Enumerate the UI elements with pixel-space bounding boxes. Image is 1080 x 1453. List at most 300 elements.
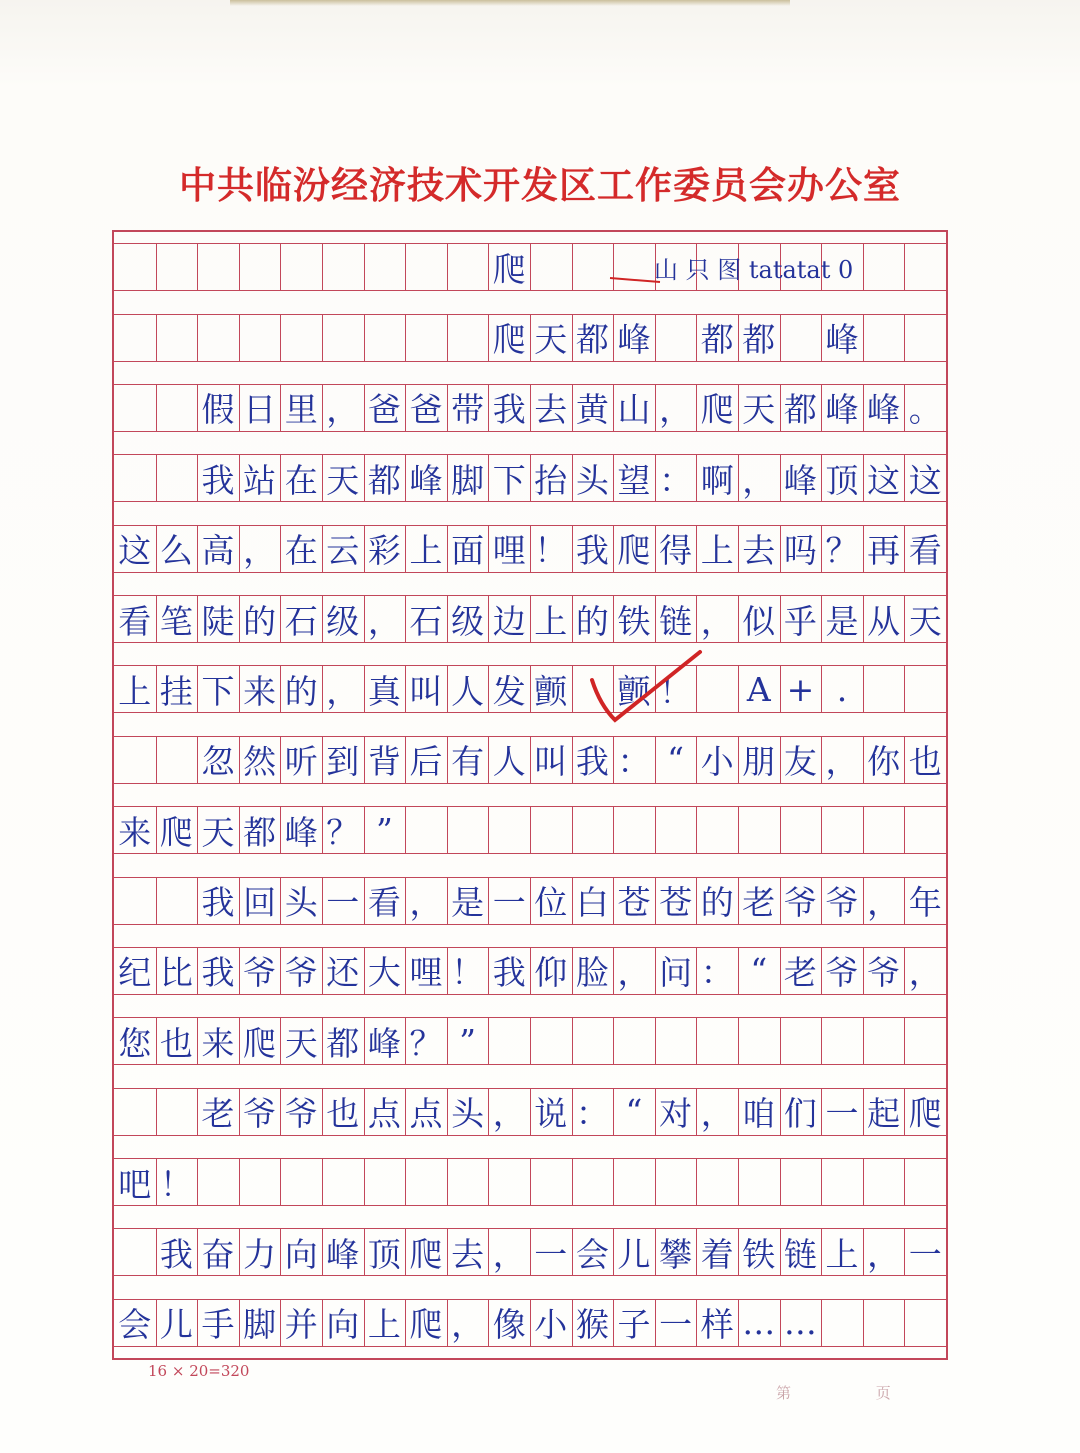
- grid-cell: [655, 455, 697, 501]
- handwritten-char: ：: [617, 742, 651, 782]
- grid-cell: [780, 385, 822, 431]
- grid-cell: [696, 455, 738, 501]
- grid-cell: [239, 1300, 281, 1346]
- handwritten-char: 攀: [659, 1234, 693, 1274]
- handwritten-char: 来: [201, 1023, 235, 1063]
- grid-cell: [821, 455, 863, 501]
- grid-cell: [863, 596, 905, 642]
- grid-cell: [197, 807, 239, 853]
- grid-cell: [364, 1089, 406, 1135]
- grid-cell: [447, 1300, 489, 1346]
- grid-cell: [530, 596, 572, 642]
- grid-cell: [197, 948, 239, 994]
- handwritten-char: ，: [492, 1094, 526, 1134]
- handwritten-char: 位: [534, 883, 568, 923]
- grid-cell: [530, 526, 572, 572]
- grid-cell: [322, 737, 364, 783]
- grid-cell: [572, 596, 614, 642]
- grid-cell: [780, 1300, 822, 1346]
- grid-cell: [696, 1229, 738, 1275]
- grid-cell: [280, 244, 322, 290]
- grid-cell: [780, 1089, 822, 1135]
- handwritten-char: 爸: [367, 390, 401, 430]
- grid-cell: [322, 1300, 364, 1346]
- grid-cell: [280, 1089, 322, 1135]
- handwritten-char: 高: [201, 531, 235, 571]
- handwritten-char: ，: [825, 742, 859, 782]
- handwritten-char: 回: [243, 883, 277, 923]
- grid-cell: [863, 737, 905, 783]
- grid-cell: [364, 385, 406, 431]
- handwritten-char: ”: [375, 810, 393, 850]
- handwritten-char: 再: [867, 531, 901, 571]
- handwritten-char: 一: [659, 1305, 693, 1345]
- handwritten-char: 我: [159, 1234, 193, 1274]
- composition-grid: [112, 230, 948, 1360]
- grid-cell: [447, 244, 489, 290]
- grid-cell: [114, 666, 156, 712]
- grid-cell: [904, 1229, 946, 1275]
- handwritten-char: 哩: [409, 953, 443, 993]
- grid-cell: [530, 1089, 572, 1135]
- handwritten-char: 爷: [867, 953, 901, 993]
- grid-cell: [613, 455, 655, 501]
- handwritten-char: 爷: [783, 883, 817, 923]
- grid-cell: [780, 948, 822, 994]
- grid-cell: [322, 315, 364, 361]
- grid-cell: [904, 1089, 946, 1135]
- handwritten-char: 点: [409, 1094, 443, 1134]
- grid-cell: [322, 526, 364, 572]
- handwritten-char: 峰: [617, 320, 651, 360]
- grid-cell: [322, 1159, 364, 1205]
- grid-cell: [280, 807, 322, 853]
- grid-cell: [364, 526, 406, 572]
- handwritten-char: 像: [492, 1305, 526, 1345]
- grid-cell: [322, 807, 364, 853]
- grid-cell: [322, 1018, 364, 1064]
- handwritten-char: 天: [534, 320, 568, 360]
- grid-cell: [447, 1229, 489, 1275]
- grid-cell: [530, 666, 572, 712]
- grid-cell: [447, 878, 489, 924]
- grid-cell: [197, 878, 239, 924]
- grid-cell: [488, 666, 530, 712]
- handwritten-char: 爬: [159, 812, 193, 852]
- grid-cell: [655, 1018, 697, 1064]
- grid-cell: [156, 1300, 198, 1346]
- grid-cell: [114, 526, 156, 572]
- grid-cell: [572, 1159, 614, 1205]
- grid-cell: [530, 737, 572, 783]
- handwritten-char: 您: [118, 1023, 152, 1063]
- handwritten-char: 边: [492, 601, 526, 641]
- grid-cell: [280, 596, 322, 642]
- handwritten-char: 也: [908, 742, 942, 782]
- grid-cell: [780, 1229, 822, 1275]
- grid-cell: [863, 666, 905, 712]
- grid-cell: [114, 878, 156, 924]
- grid-cell: [197, 596, 239, 642]
- grid-cell: [280, 385, 322, 431]
- handwritten-char: 我: [201, 953, 235, 993]
- grid-cell: [156, 807, 198, 853]
- handwritten-char: 样: [700, 1305, 734, 1345]
- grid-cell: [239, 1089, 281, 1135]
- grid-cell: [280, 666, 322, 712]
- handwritten-char: 有: [451, 742, 485, 782]
- handwritten-char: 都: [575, 320, 609, 360]
- grid-cell: [613, 1159, 655, 1205]
- handwritten-char: ，: [451, 1305, 485, 1345]
- handwritten-char: 笔: [159, 601, 193, 641]
- grid-cell: [488, 1018, 530, 1064]
- grid-cell: [239, 1018, 281, 1064]
- handwritten-char: 说: [534, 1094, 568, 1134]
- grid-cell: [156, 1018, 198, 1064]
- grid-cell: [239, 385, 281, 431]
- handwritten-char: ，: [908, 953, 942, 993]
- handwritten-char: ，: [617, 953, 651, 993]
- grid-cell: [322, 385, 364, 431]
- grid-cell: [655, 737, 697, 783]
- grid-cell: [322, 878, 364, 924]
- grid-cell: [197, 666, 239, 712]
- grid-cell: [696, 526, 738, 572]
- grid-cell: [613, 807, 655, 853]
- grid-cell: [447, 1089, 489, 1135]
- handwritten-char: 天: [284, 1023, 318, 1063]
- grid-cell: [530, 385, 572, 431]
- handwritten-char: 我: [201, 883, 235, 923]
- grid-cell: [904, 315, 946, 361]
- handwritten-char: ：: [575, 1094, 609, 1134]
- grid-cell: [696, 385, 738, 431]
- grid-cell: [364, 1159, 406, 1205]
- handwritten-char: 问: [659, 953, 693, 993]
- grid-cell: [239, 1159, 281, 1205]
- grid-cell: [530, 878, 572, 924]
- grid-cell: [780, 455, 822, 501]
- grid-cell: [738, 666, 780, 712]
- grid-cell: [780, 596, 822, 642]
- handwritten-char: 峰: [326, 1234, 360, 1274]
- grid-cell: [904, 455, 946, 501]
- grid-cell: [821, 315, 863, 361]
- grid-cell: [447, 315, 489, 361]
- handwritten-char: 爷: [243, 953, 277, 993]
- handwritten-char: 白: [575, 883, 609, 923]
- handwritten-char: 上: [409, 531, 443, 571]
- grid-cell: [280, 1159, 322, 1205]
- handwritten-char: 带: [451, 390, 485, 430]
- grid-cell: [738, 596, 780, 642]
- grid-cell: [405, 948, 447, 994]
- handwritten-char: 峰: [783, 460, 817, 500]
- grid-cell: [364, 807, 406, 853]
- handwritten-char: 来: [118, 812, 152, 852]
- grid-cell: [239, 666, 281, 712]
- handwritten-char: 年: [908, 883, 942, 923]
- grid-cell: [904, 948, 946, 994]
- grid-cell: [821, 878, 863, 924]
- grid-cell: [322, 244, 364, 290]
- handwritten-char: 下: [492, 460, 526, 500]
- handwritten-char: ，: [326, 390, 360, 430]
- handwritten-char: 朋: [742, 742, 776, 782]
- handwritten-char: “: [625, 1092, 643, 1132]
- handwritten-char: 的: [575, 601, 609, 641]
- grid-cell: [738, 315, 780, 361]
- grid-cell: [488, 948, 530, 994]
- handwritten-char: 我: [201, 460, 235, 500]
- grid-cell: [655, 666, 697, 712]
- grid-cell: [821, 1018, 863, 1064]
- handwritten-char: 去: [534, 390, 568, 430]
- grid-cell: [655, 596, 697, 642]
- grid-cell: [904, 737, 946, 783]
- handwritten-char: 云: [326, 531, 360, 571]
- grid-cell: [156, 315, 198, 361]
- grid-cell: [696, 1159, 738, 1205]
- handwritten-char: 发: [492, 671, 526, 711]
- handwritten-char: ，: [492, 1234, 526, 1274]
- grid-cell: [197, 1159, 239, 1205]
- grid-cell: [613, 948, 655, 994]
- grid-cell: [488, 737, 530, 783]
- grid-cell: [364, 455, 406, 501]
- handwritten-char: 点: [367, 1094, 401, 1134]
- grid-cell: [364, 244, 406, 290]
- grid-cell: [780, 878, 822, 924]
- grid-cell: [197, 526, 239, 572]
- grid-cell: [280, 1229, 322, 1275]
- grid-cell: [364, 596, 406, 642]
- handwritten-char: 头: [575, 460, 609, 500]
- handwritten-char: 纪: [118, 953, 152, 993]
- grid-cell: [530, 948, 572, 994]
- handwritten-char: 峰: [367, 1023, 401, 1063]
- grid-cell: [530, 1159, 572, 1205]
- grid-cell: [821, 1300, 863, 1346]
- grid-cell: [655, 526, 697, 572]
- handwritten-char: ：: [659, 460, 693, 500]
- grid-cell: [738, 1089, 780, 1135]
- grid-cell: [488, 878, 530, 924]
- handwritten-char: 叫: [534, 742, 568, 782]
- grid-cell: [447, 807, 489, 853]
- grid-cell: [904, 1300, 946, 1346]
- grid-cell: [197, 385, 239, 431]
- grid-cell: [280, 878, 322, 924]
- handwritten-char: 峰: [409, 460, 443, 500]
- handwritten-char: …: [742, 1303, 776, 1343]
- grid-cell: [114, 737, 156, 783]
- handwritten-char: ！: [451, 953, 485, 993]
- grid-cell: [780, 737, 822, 783]
- grid-cell: [364, 1229, 406, 1275]
- grid-cell: [156, 385, 198, 431]
- handwritten-char: 颤: [534, 671, 568, 711]
- grid-cell: [613, 1089, 655, 1135]
- grid-cell: [280, 315, 322, 361]
- grid-cell: [696, 878, 738, 924]
- grid-cell: [904, 244, 946, 290]
- grid-cell: [405, 1229, 447, 1275]
- handwritten-char: 石: [284, 601, 318, 641]
- handwritten-char: 也: [159, 1023, 193, 1063]
- handwritten-char: 我: [575, 742, 609, 782]
- grid-cell: [613, 878, 655, 924]
- handwritten-char: 并: [284, 1305, 318, 1345]
- grid-cell: [114, 948, 156, 994]
- grid-cell: [197, 1089, 239, 1135]
- grid-cell: [572, 666, 614, 712]
- grid-cell: [821, 526, 863, 572]
- handwritten-char: 猴: [575, 1305, 609, 1345]
- grid-cell: [572, 1089, 614, 1135]
- handwritten-char: 都: [326, 1023, 360, 1063]
- page-number-label: 第 页: [776, 1384, 931, 1402]
- grid-cell: [904, 1018, 946, 1064]
- grid-cell: [655, 878, 697, 924]
- grid-row: [114, 454, 946, 502]
- handwritten-char: ，: [659, 390, 693, 430]
- grid-row: [114, 1158, 946, 1206]
- handwritten-char: 脚: [451, 460, 485, 500]
- handwritten-char: 友: [783, 742, 817, 782]
- handwritten-char: 。: [908, 390, 942, 430]
- handwritten-char: …: [783, 1303, 817, 1343]
- grid-cell: [613, 1300, 655, 1346]
- grid-row: [114, 1299, 946, 1347]
- handwritten-char: 老: [201, 1094, 235, 1134]
- handwritten-char: ！: [534, 531, 568, 571]
- grid-cell: [364, 878, 406, 924]
- grid-cell: [821, 385, 863, 431]
- grid-cell: [738, 1300, 780, 1346]
- handwritten-char: 级: [326, 601, 360, 641]
- handwritten-char: 的: [243, 601, 277, 641]
- handwritten-char: 仰: [534, 953, 568, 993]
- grid-cell: [530, 1018, 572, 1064]
- grid-cell: [114, 1089, 156, 1135]
- handwritten-char: 头: [284, 883, 318, 923]
- grid-cell: [572, 807, 614, 853]
- grid-cell: [572, 878, 614, 924]
- handwritten-char: 爷: [284, 953, 318, 993]
- handwritten-char: 子: [617, 1305, 651, 1345]
- handwritten-char: 老: [783, 953, 817, 993]
- handwritten-char: 咱: [742, 1094, 776, 1134]
- grid-cell: [821, 596, 863, 642]
- grid-cell: [364, 948, 406, 994]
- letterhead-title: 中共临汾经济技术开发区工作委员会办公室: [179, 163, 901, 207]
- handwritten-char: 上: [825, 1234, 859, 1274]
- handwritten-char: ，: [326, 671, 360, 711]
- grid-row: [114, 525, 946, 573]
- grid-cell: [447, 455, 489, 501]
- grid-cell: [322, 948, 364, 994]
- handwritten-char: 来: [243, 671, 277, 711]
- grid-cell: [530, 1229, 572, 1275]
- handwritten-char: 爷: [243, 1094, 277, 1134]
- handwritten-char: 我: [575, 531, 609, 571]
- grid-cell: [364, 1018, 406, 1064]
- handwritten-char: +: [786, 669, 815, 709]
- grid-cell: [572, 526, 614, 572]
- grid-cell: [239, 526, 281, 572]
- grid-cell: [904, 1159, 946, 1205]
- handwritten-char: 爷: [284, 1094, 318, 1134]
- handwritten-char: ！: [159, 1164, 193, 1204]
- grid-cell: [488, 1089, 530, 1135]
- grid-cell: [613, 526, 655, 572]
- handwritten-char: 叫: [409, 671, 443, 711]
- grid-cell: [488, 596, 530, 642]
- grid-cell: [738, 807, 780, 853]
- handwritten-char: 爬: [492, 249, 526, 289]
- grid-cell: [114, 1300, 156, 1346]
- grid-row: [114, 736, 946, 784]
- grid-cell: [405, 596, 447, 642]
- handwritten-char: 上: [118, 671, 152, 711]
- handwritten-char: 级: [451, 601, 485, 641]
- handwritten-char: 向: [284, 1234, 318, 1274]
- grid-cell: [239, 737, 281, 783]
- grid-cell: [405, 315, 447, 361]
- handwritten-char: “: [667, 740, 685, 780]
- grid-cell: [280, 1018, 322, 1064]
- handwritten-char: 天: [908, 601, 942, 641]
- handwritten-char: 对: [659, 1094, 693, 1134]
- grid-cell: [239, 948, 281, 994]
- grid-cell: [364, 315, 406, 361]
- handwritten-char: 爬: [700, 390, 734, 430]
- handwritten-char: 背: [367, 742, 401, 782]
- grid-cell: [904, 526, 946, 572]
- grid-cell: [572, 455, 614, 501]
- handwritten-char: 爸: [409, 390, 443, 430]
- handwritten-char: 看: [118, 601, 152, 641]
- handwritten-char: 得: [659, 531, 693, 571]
- grid-cell: [863, 385, 905, 431]
- handwritten-char: ”: [459, 1021, 477, 1061]
- grid-row: [114, 314, 946, 362]
- handwritten-char: 儿: [159, 1305, 193, 1345]
- handwritten-char: 去: [451, 1234, 485, 1274]
- handwritten-char: 挂: [159, 671, 193, 711]
- handwritten-char: 爬: [492, 320, 526, 360]
- grid-cell: [488, 526, 530, 572]
- grid-cell: [488, 1229, 530, 1275]
- grid-cell: [280, 526, 322, 572]
- grid-cell: [405, 807, 447, 853]
- grid-cell: [405, 244, 447, 290]
- handwritten-char: 奋: [201, 1234, 235, 1274]
- handwritten-char: 一: [326, 883, 360, 923]
- grid-cell: [738, 737, 780, 783]
- handwritten-char: 天: [201, 812, 235, 852]
- grid-cell: [613, 315, 655, 361]
- handwritten-char: 一: [534, 1234, 568, 1274]
- handwritten-char: 彩: [367, 531, 401, 571]
- grid-cell: [655, 807, 697, 853]
- grid-cell: [280, 737, 322, 783]
- handwritten-char: ，: [243, 531, 277, 571]
- grid-cell: [364, 1300, 406, 1346]
- grid-cell: [904, 878, 946, 924]
